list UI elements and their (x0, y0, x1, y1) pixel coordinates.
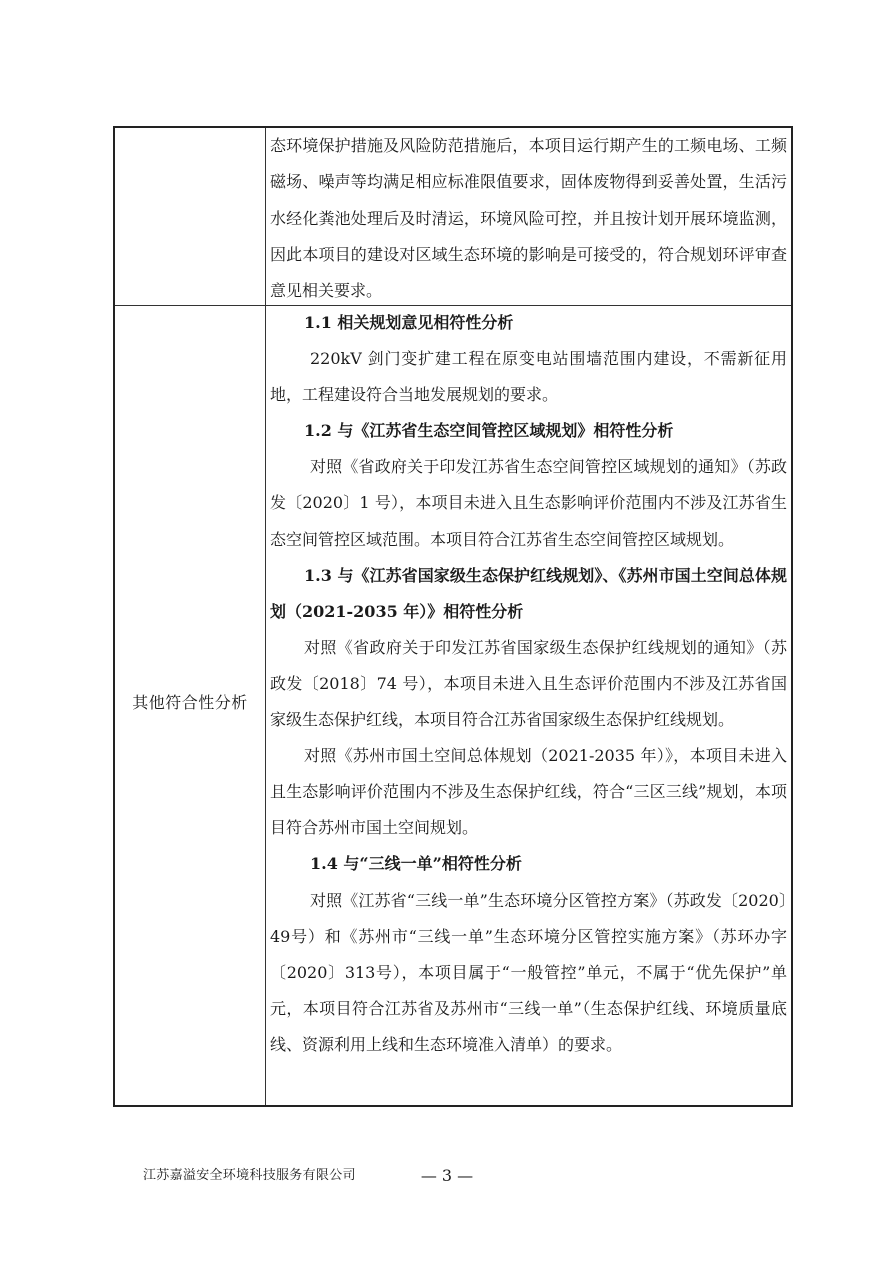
section-heading-1-4: 1.4 与“三线一单”相符性分析 (310, 854, 522, 874)
section-paragraph: 对照《省政府关于印发江苏省生态空间管控区域规划的通知》（苏政发〔2020〕1 号），本项目未进入且生态影响评价范围内不涉及江苏省生态空间管控区域范围。本项目符合江苏省生态空间管控区域规划。 (270, 457, 787, 549)
section-heading-1-3: 1.3 与《江苏省国家级生态保护红线规划》、《苏州市国土空间总体规划（2021-2035 年）》相符性分析 (270, 565, 787, 621)
section-paragraph: 对照《省政府关于印发江苏省国家级生态保护红线规划的通知》（苏政发〔2018〕74 号），本项目未进入且生态评价范围内不涉及江苏省国家级生态保护红线，本项目符合江苏省国家级生态保护红线规划。 (270, 637, 787, 730)
compliance-table (113, 126, 793, 1107)
section-paragraph: 220kV 剑门变扩建工程在原变电站围墙范围内建设，不需新征用地，工程建设符合当地发展规划的要求。 (270, 349, 787, 405)
section-heading-1-1: 1.1 相关规划意见相符性分析 (304, 313, 514, 332)
section-paragraph: 对照《江苏省“三线一单”生态环境分区管控方案》（苏政发〔2020〕49号）和《苏州市“三线一单”生态环境分区管控实施方案》（苏环办字〔2020〕313号），本项目属于“一般管控”单元，不属于“优先保护”单元，本项目符合江苏省及苏州市“三线一单”（生态保护红线、环境质量底线、资源利用上线和生态环境准入清单）的要求。 (270, 890, 787, 1054)
page-number: — 3 — (420, 1166, 474, 1185)
footer-company-name: 江苏嘉溢安全环境科技服务有限公司 (143, 1168, 356, 1183)
section-paragraph: 对照《苏州市国土空间总体规划（2021-2035 年）》，本项目未进入且生态影响评价范围内不涉及生态保护红线，符合“三区三线”规划，本项目符合苏州市国土空间规划。 (270, 746, 787, 838)
compliance-analysis-content (266, 305, 791, 1063)
row-label-other-compliance: 其他符合性分析 (132, 693, 248, 712)
top-cell-paragraph: 态环境保护措施及风险防范措施后，本项目运行期产生的工频电场、工频磁场、噪声等均满足相应标准限值要求，固体废物得到妥善处置，生活污水经化粪池处理后及时清运，环境风险可控，并且按计划开展环境监测，因此本项目的建设对区域生态环境的影响是可接受的，符合规划环评审查意见相关要求。 (270, 136, 787, 301)
section-heading-1-2: 1.2 与《江苏省生态空间管控区域规划》相符性分析 (304, 421, 674, 441)
top-cell-content (266, 128, 791, 309)
